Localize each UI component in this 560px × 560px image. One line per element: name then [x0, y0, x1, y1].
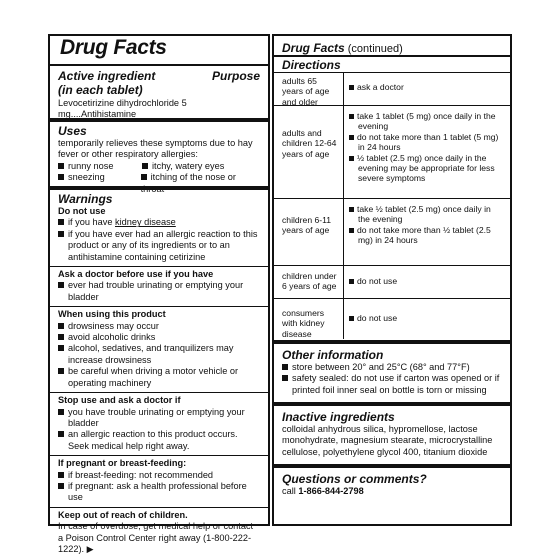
other-item	[282, 362, 502, 373]
uses-row-1	[58, 161, 260, 172]
warnings-section	[50, 186, 268, 554]
drug-facts-panel-left	[48, 34, 270, 554]
directions-text: take ½ tablet (2.5 mg) once daily in the evening	[357, 204, 491, 225]
bullet-icon	[142, 163, 148, 169]
directions-row	[274, 198, 510, 266]
kidney-disease-text: kidney disease	[115, 217, 176, 228]
directions-text: ask a doctor	[357, 82, 404, 92]
directions-row	[274, 72, 510, 106]
inactive-ingredients-section	[274, 402, 510, 458]
bullet-icon	[349, 228, 354, 233]
directions-age: adults 65 years of age and older	[274, 73, 344, 106]
warning-item	[58, 343, 260, 366]
bullet-icon	[58, 472, 64, 478]
uses-item: sneezing	[68, 172, 105, 183]
directions-row	[274, 298, 510, 339]
directions-row	[274, 265, 510, 299]
directions-item	[349, 204, 504, 225]
directions-section	[274, 55, 510, 72]
directions-text: do not use	[357, 276, 398, 286]
other-information-heading: Other information	[282, 348, 384, 362]
directions-age: consumers with kidney disease	[274, 299, 344, 339]
uses-section	[50, 118, 268, 195]
directions-text: ½ tablet (2.5 mg) once daily in the evening may be appropriate for less severe symptoms	[357, 152, 495, 184]
phone-number: 1-866-844-2798	[298, 486, 364, 496]
warning-text: if you have ever had an allergic reaction to this product or any of its ingredients or to an antihistamine containing cetirizine	[68, 228, 258, 262]
directions-text: do not take more than ½ tablet (2.5 mg) in 24 hours	[357, 224, 491, 246]
directions-item	[349, 313, 504, 323]
warning-item	[58, 429, 260, 452]
bullet-icon	[58, 368, 64, 374]
warning-text: ever had trouble urinating or emptying your bladder	[68, 280, 244, 302]
warning-item	[58, 321, 260, 332]
drug-facts-panel-right	[272, 34, 512, 526]
bullet-icon	[58, 409, 64, 415]
directions-item	[349, 225, 504, 246]
bullet-icon	[282, 364, 288, 370]
uses-item: itching of the nose or throat	[140, 172, 236, 194]
overdose-text	[58, 521, 260, 555]
questions-heading: Questions or comments?	[282, 472, 427, 486]
bullet-icon	[349, 316, 354, 321]
inactive-ingredients-text: colloidal anhydrous silica, hypromellose, lactose monohydrate, magnesium stearate, microcrystalline cellulose, polyethylene glycol 400, titanium dioxide	[282, 424, 493, 457]
directions-item	[349, 153, 504, 184]
bullet-icon	[349, 279, 354, 284]
warning-item	[58, 470, 260, 481]
bullet-icon	[58, 174, 64, 180]
bullet-icon	[349, 156, 354, 161]
bullet-icon	[349, 85, 354, 90]
bullet-icon	[58, 163, 64, 169]
warnings-heading: Warnings	[58, 192, 113, 206]
purpose-heading: Purpose	[211, 69, 260, 83]
uses-item: itchy, watery eyes	[152, 160, 225, 171]
directions-item	[349, 132, 504, 153]
directions-item	[349, 276, 504, 286]
warning-item	[58, 217, 260, 228]
overdose-instructions: In case of overdose, get medical help or contact a Poison Control Center right away (1-800-222-1222).	[58, 521, 254, 554]
bullet-icon	[58, 431, 64, 437]
warning-text: avoid alcoholic drinks	[68, 332, 156, 343]
warning-text: be careful when driving a motor vehicle or operating machinery	[68, 366, 239, 388]
warning-text: alcohol, sedatives, and tranquilizers may increase drowsiness	[68, 343, 234, 365]
other-text: safety sealed: do not use if carton was opened or if printed foil inner seal on bottle is torn or missing	[292, 373, 500, 395]
other-information-section	[274, 340, 510, 396]
active-ingredient-heading: Active ingredient	[58, 69, 156, 83]
when-using-heading: When using this product	[58, 309, 166, 320]
bullet-icon	[58, 282, 64, 288]
bullet-icon	[58, 231, 64, 237]
warning-item	[58, 229, 260, 263]
do-not-use-heading: Do not use	[58, 206, 106, 216]
drug-facts-title: Drug Facts	[60, 36, 167, 59]
bullet-icon	[58, 219, 64, 225]
warning-text: if you have	[68, 217, 115, 228]
other-text: store between 20° and 25°C (68° and 77°F)	[292, 362, 470, 372]
warning-item	[58, 280, 260, 303]
phone-line	[282, 486, 502, 497]
inactive-ingredients-heading: Inactive ingredients	[282, 410, 395, 424]
active-ingredient-line: Levocetirizine dihydrochloride 5 mg....Antihistamine	[58, 98, 187, 120]
bullet-icon	[58, 483, 64, 489]
pregnant-heading: If pregnant or breast-feeding:	[58, 458, 187, 469]
warning-text: drowsiness may occur	[68, 320, 159, 331]
questions-section	[274, 464, 510, 497]
warning-text: an allergic reaction to this product occurs. Seek medical help right away.	[68, 429, 238, 451]
uses-text: temporarily relieves these symptoms due to hay fever or other respiratory allergies:	[58, 138, 253, 160]
warning-item	[58, 332, 260, 343]
stop-use-heading: Stop use and ask a doctor if	[58, 395, 181, 406]
bullet-icon	[349, 135, 354, 140]
continued-label: (continued)	[344, 43, 403, 55]
directions-age: adults and children 12-64 years of age	[274, 106, 344, 199]
drug-facts-continued-title: Drug Facts	[282, 41, 345, 55]
active-ingredient-subheading: (in each tablet)	[58, 83, 143, 97]
directions-text: do not take more than 1 tablet (5 mg) in 24 hours	[357, 131, 499, 153]
warning-text: you have trouble urinating or emptying your bladder	[68, 406, 245, 428]
warning-item	[58, 366, 260, 389]
directions-item	[349, 82, 504, 92]
warning-text: if pregnant: ask a health professional before use	[68, 480, 247, 503]
bullet-icon	[282, 375, 288, 381]
continue-arrow-icon: ▶	[86, 543, 94, 554]
directions-row	[274, 105, 510, 199]
bullet-icon	[349, 114, 354, 119]
directions-text: take 1 tablet (5 mg) once daily in the evening	[357, 111, 496, 132]
bullet-icon	[141, 174, 147, 180]
warning-item	[58, 407, 260, 430]
directions-item	[349, 111, 504, 132]
active-ingredient-section	[50, 64, 268, 121]
uses-heading: Uses	[58, 124, 87, 138]
directions-heading: Directions	[282, 58, 341, 72]
warning-text: if breast-feeding: not recommended	[68, 469, 214, 480]
bullet-icon	[58, 345, 64, 351]
warning-item	[58, 481, 260, 504]
bullet-icon	[58, 334, 64, 340]
directions-age: children under 6 years of age	[274, 266, 344, 299]
ask-doctor-heading: Ask a doctor before use if you have	[58, 269, 214, 280]
call-label: call	[282, 486, 299, 496]
bullet-icon	[58, 323, 64, 329]
uses-item: runny nose	[68, 160, 114, 171]
other-item	[282, 373, 502, 396]
directions-age: children 6-11 years of age	[274, 199, 344, 266]
bullet-icon	[349, 207, 354, 212]
keep-out-heading: Keep out of reach of children.	[58, 509, 188, 520]
directions-text: do not use	[357, 313, 398, 323]
